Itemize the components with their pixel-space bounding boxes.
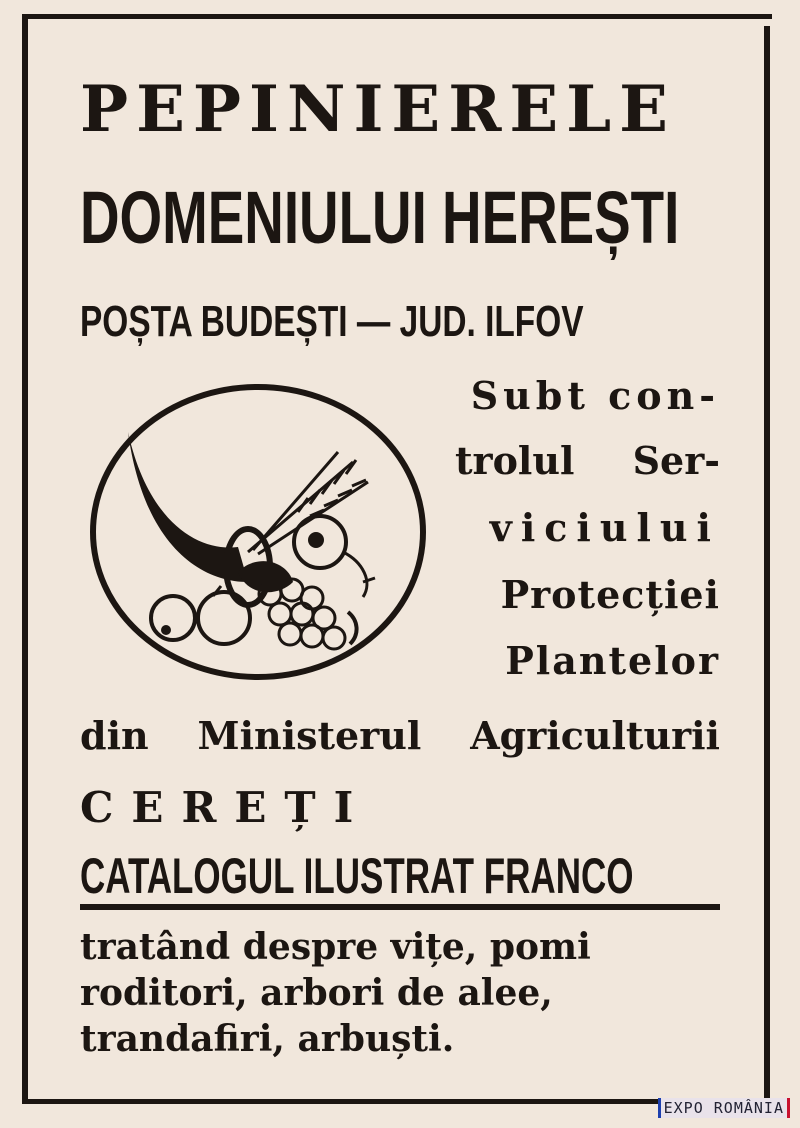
title-word-domeniului: DOMENIULUI xyxy=(80,176,427,259)
control-text-line: viciului xyxy=(489,505,720,550)
frame-border-top xyxy=(22,14,772,19)
description-line: tratând despre vițe, pomi xyxy=(80,926,591,968)
catalog-word: FRANCO xyxy=(483,848,634,904)
address-word: JUD. xyxy=(399,297,476,346)
address-word: — xyxy=(356,297,391,346)
control-text-line: Plantelor xyxy=(505,638,720,683)
control-text-line: Subt con- xyxy=(470,373,720,418)
title-word-heresti: HEREȘTI xyxy=(442,176,680,259)
ministry-line xyxy=(80,708,720,764)
control-text-line: trolul Ser- xyxy=(455,438,720,483)
catalog-word: CATALOGUL xyxy=(80,848,294,904)
frame-border-right xyxy=(764,26,770,1104)
address-word: POȘTA xyxy=(80,297,192,346)
title-line-1: PEPINIERELE xyxy=(80,72,676,147)
catalog-line xyxy=(80,844,720,908)
control-text-line: Protecției xyxy=(500,572,720,617)
description-line: roditori, arbori de alee, xyxy=(80,972,553,1014)
address-word: ILFOV xyxy=(485,297,584,346)
catalog-word: ILUSTRAT xyxy=(303,848,475,904)
watermark-logo: EXPO ROMÂNIA xyxy=(658,1098,790,1118)
address-word: BUDEȘTI xyxy=(200,297,348,346)
ministry-word: Ministerul xyxy=(197,713,422,758)
catalog-underline-rule xyxy=(80,904,720,910)
frame-border-left xyxy=(22,14,28,1104)
cornucopia-icon xyxy=(88,382,428,682)
ministry-word: Agriculturii xyxy=(470,713,720,758)
ministry-word: din xyxy=(80,713,149,758)
description-line: trandafiri, arbuști. xyxy=(80,1018,455,1060)
request-line: CEREȚI xyxy=(80,783,372,832)
address-line xyxy=(80,292,720,352)
title-line-2 xyxy=(80,168,720,268)
